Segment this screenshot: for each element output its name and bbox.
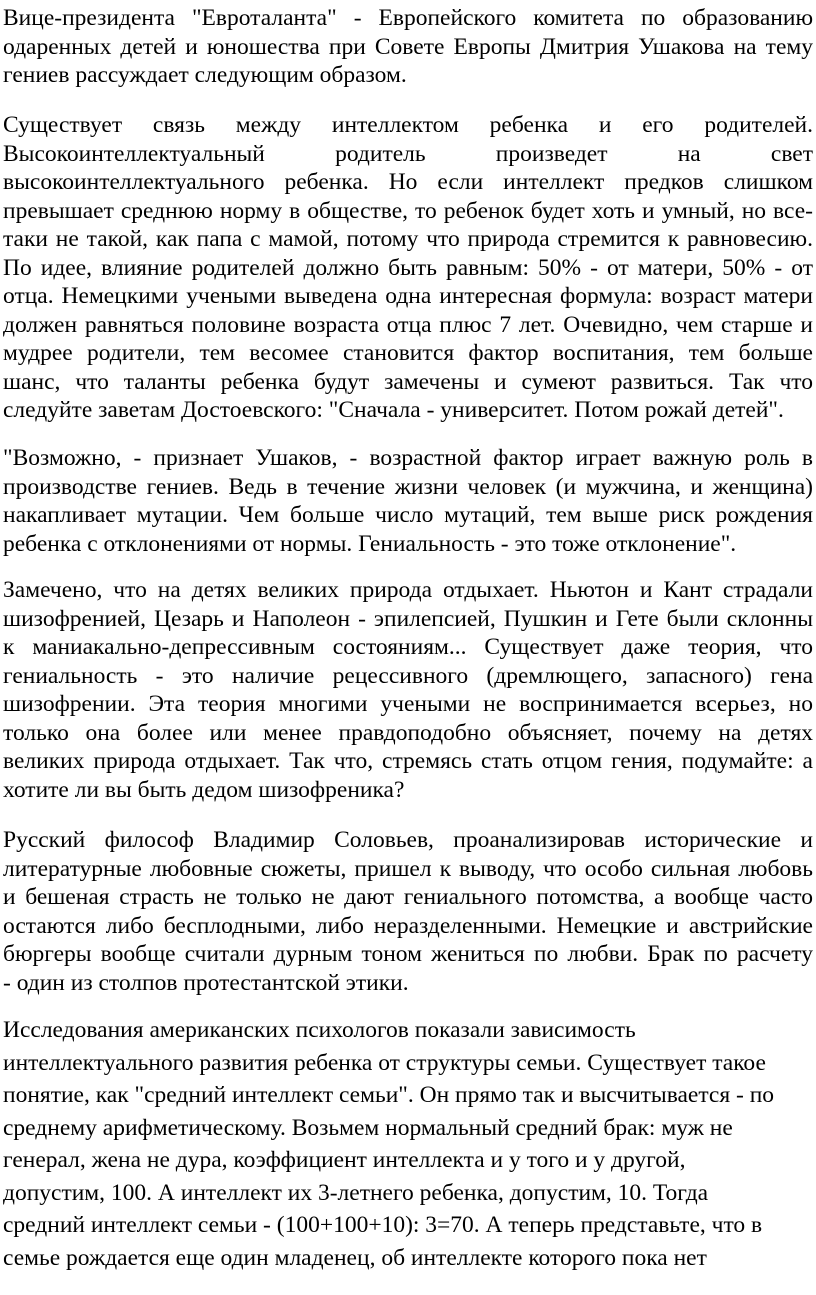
- text-line: одаренных детей и юношества при Совете Европы Дмитрия Ушакова на тему: [3, 33, 813, 60]
- text-line: Вице-президента "Евроталанта" - Европейского комитета по образованию: [3, 5, 813, 31]
- text-line: Русский философ Владимир Соловьев, проанализировав исторические и: [3, 827, 813, 853]
- text-line: остаются либо бесплодными, либо неразделенными. Немецкие и австрийские: [3, 912, 813, 939]
- text-line: накапливает мутации. Чем больше число мутаций, тем выше риск рождения: [3, 502, 813, 528]
- text-line: превышает среднюю норму в обществе, то ребенок будет хоть и умный, но все-: [3, 197, 813, 224]
- paragraph-great-people: [3, 576, 813, 804]
- text-line: генерал, жена не дура, коэффициент интеллекта и у того и у другой,: [3, 1147, 686, 1173]
- paragraph-ushakov-quote: [3, 444, 813, 558]
- text-line: понятие, как "средний интеллект семьи". Он прямо так и высчитывается - по: [3, 1082, 775, 1108]
- text-line: и бешеная страсть не только не дают гениального потомства, а вообще часто: [3, 884, 813, 910]
- paragraph-parents-intellect: [3, 111, 813, 425]
- text-line: - один из столпов протестантской этики.: [3, 969, 409, 996]
- text-line: среднему арифметическому. Возьмем нормальный средний брак: муж не: [3, 1114, 733, 1141]
- paragraph-intro: [3, 4, 813, 90]
- text-line: высокоинтеллектуального ребенка. Но если интеллект предков слишком: [3, 169, 813, 195]
- text-line: следуйте заветам Достоевского: "Сначала - университет. Потом рожай детей".: [3, 397, 784, 423]
- text-line: мудрее родители, тем весомее становится фактор воспитания, тем больше: [3, 340, 813, 366]
- text-line: великих природа отдыхает. Так что, стремясь стать отцом гения, подумайте: а: [3, 748, 813, 774]
- text-line: шизофренией, Цезарь и Наполеон - эпилепсией, Пушкин и Гете были склонны: [3, 605, 813, 632]
- text-line: гениев рассуждает следующим образом.: [3, 62, 407, 88]
- paragraph-solovyov: [3, 826, 813, 997]
- text-line: шанс, что таланты ребенка будут замечены и сумеют развиться. Так что: [3, 368, 813, 395]
- text-line: должен равняться половине возраста отца плюс 7 лет. Очевидно, чем старше и: [3, 311, 813, 338]
- text-line: Высокоинтеллектуальный родитель произведет на свет: [3, 140, 813, 167]
- text-line: "Возможно, - признает Ушаков, - возрастной фактор играет важную роль в: [3, 445, 813, 471]
- text-line: Замечено, что на детях великих природа отдыхает. Ньютон и Кант страдали: [3, 577, 813, 603]
- text-line: средний интеллект семьи - (100+100+10): 3=70. А теперь представьте, что в: [3, 1212, 763, 1238]
- text-line: бюргеры вообще считали дурным тоном жениться по любви. Брак по расчету: [3, 941, 813, 967]
- text-line: Исследования американских психологов показали зависимость: [3, 1017, 636, 1043]
- text-line: к маниакально-депрессивным состояниям... Существует даже теория, что: [3, 634, 813, 660]
- text-line: допустим, 100. А интеллект их 3-летнего ребенка, допустим, 10. Тогда: [3, 1179, 709, 1206]
- text-line: отца. Немецкими учеными выведена одна интересная формула: возраст матери: [3, 283, 813, 309]
- text-line: шизофрении. Эта теория многими учеными не воспринимается всерьез, но: [3, 691, 813, 717]
- paragraph-family-intellect: [3, 1014, 813, 1274]
- text-line: хотите ли вы быть дедом шизофреника?: [3, 776, 405, 803]
- text-line: ребенка с отклонениями от нормы. Гениальность - это тоже отклонение".: [3, 530, 737, 557]
- text-line: семье рождается еще один младенец, об интеллекте которого пока нет: [3, 1244, 707, 1271]
- text-line: гениальность - это наличие рецессивного (дремлющего, запасного) гена: [3, 662, 813, 689]
- text-line: Существует связь между интеллектом ребенка и его родителей.: [3, 112, 813, 138]
- text-line: производстве гениев. Ведь в течение жизни человек (и мужчина, и женщина): [3, 473, 813, 500]
- text-line: таки не такой, как папа с мамой, потому что природа стремится к равновесию.: [3, 226, 813, 252]
- text-line: литературные любовные сюжеты, пришел к выводу, что особо сильная любовь: [3, 855, 813, 882]
- text-line: По идее, влияние родителей должно быть равным: 50% - от матери, 50% - от: [3, 254, 813, 281]
- text-line: интеллектуального развития ребенка от структуры семьи. Существует такое: [3, 1049, 766, 1076]
- text-line: только она более или менее правдоподобно объясняет, почему на детях: [3, 719, 813, 746]
